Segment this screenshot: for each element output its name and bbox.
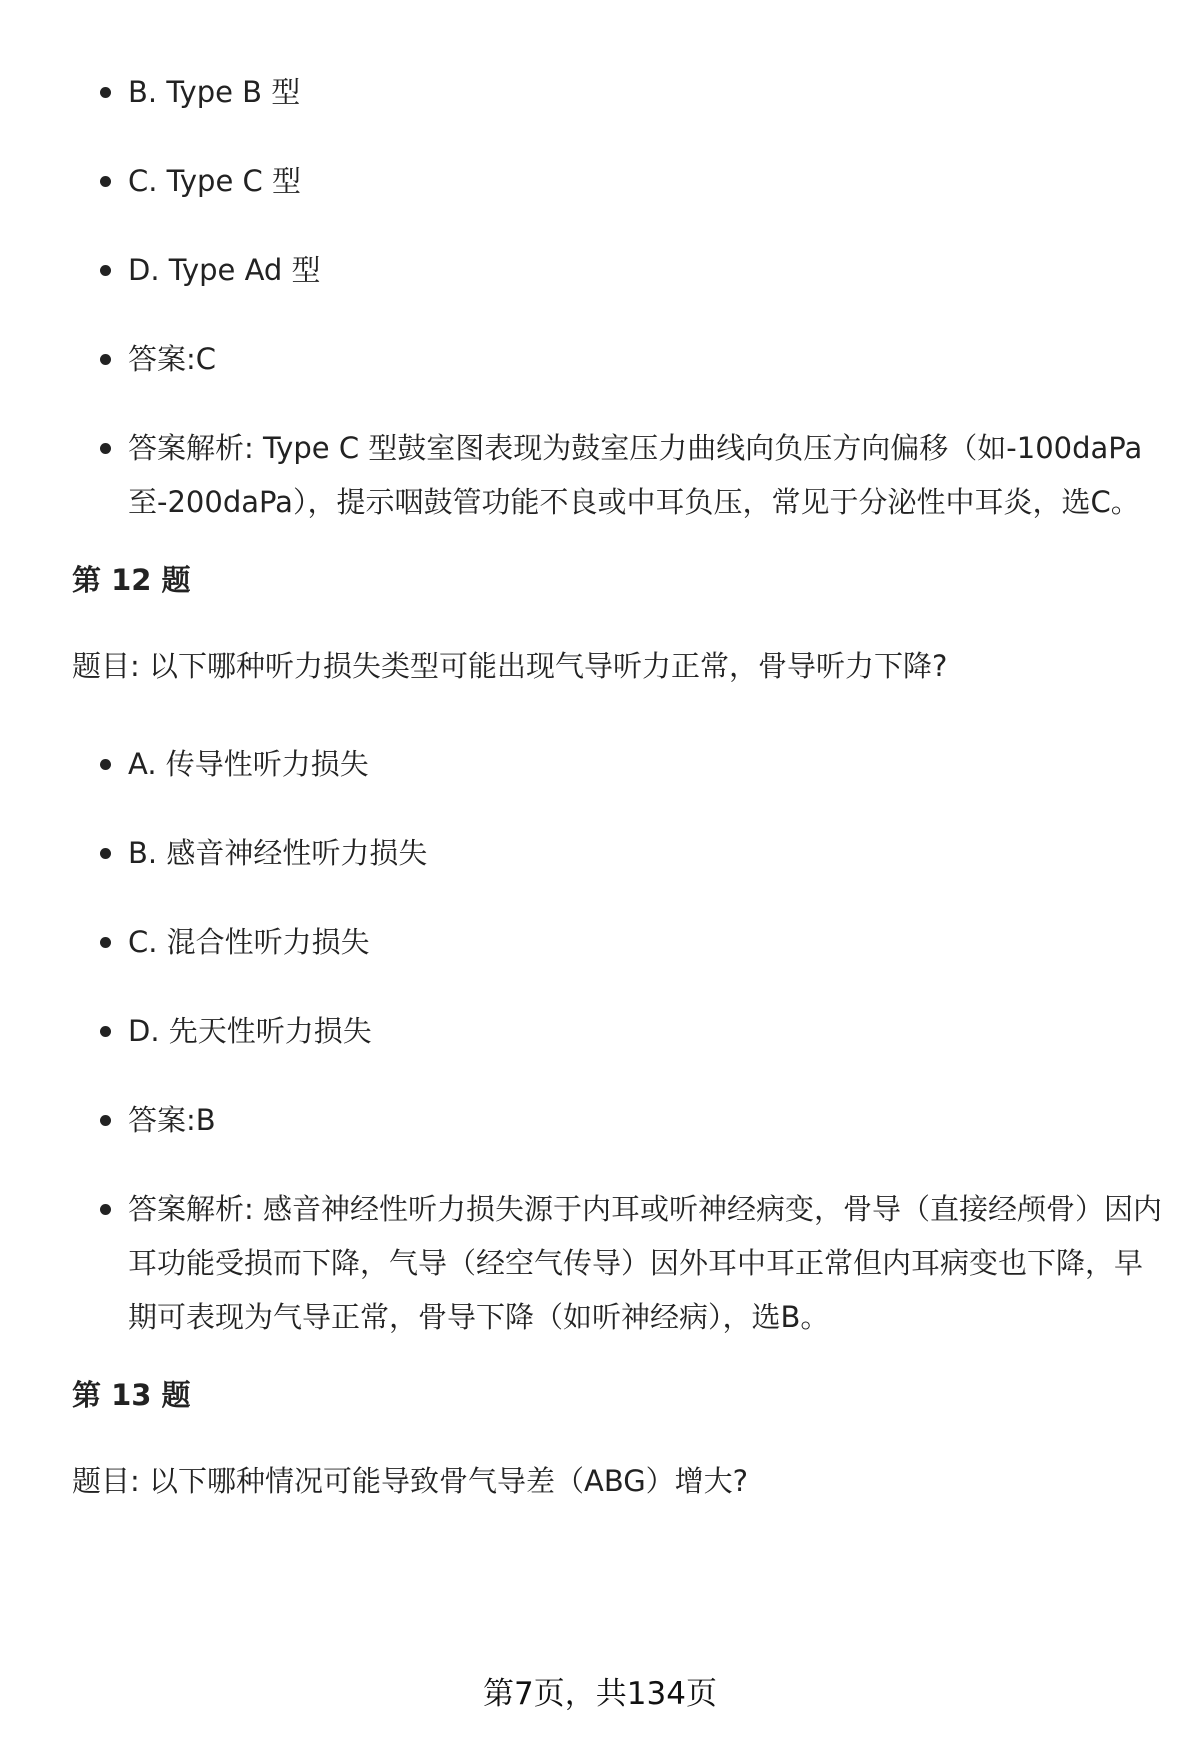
q11-option-d: D. Type Ad 型	[72, 240, 1162, 300]
q12-option-list	[72, 734, 1162, 1344]
q12-question: 题目: 以下哪种听力损失类型可能出现气导听力正常，骨导听力下降?	[72, 649, 948, 683]
q12-explanation: 答案解析: 感音神经性听力损失源于内耳或听神经病变，骨导（直接经颅骨）因内耳功能受损而下降，气导（经空气传导）因外耳中耳正常但内耳病变也下降，早期可表现为气导正常，骨导下降（如听神经病），选B。	[72, 1179, 1162, 1344]
q11-option-c: C. Type C 型	[72, 151, 1162, 211]
q11-option-b: B. Type B 型	[72, 62, 1162, 122]
q12-heading: 第 12 题	[72, 563, 191, 597]
q11-explanation: 答案解析: Type C 型鼓室图表现为鼓室压力曲线向负压方向偏移（如-100daPa至-200daPa），提示咽鼓管功能不良或中耳负压，常见于分泌性中耳炎，选C。	[72, 418, 1162, 529]
q11-answer: 答案:C	[72, 329, 1162, 389]
page-number-footer: 第7页，共134页	[483, 1676, 717, 1712]
q12-option-a: A. 传导性听力损失	[72, 734, 1162, 794]
q11-option-list	[72, 62, 1162, 529]
q13-heading: 第 13 题	[72, 1378, 191, 1412]
q12-option-c: C. 混合性听力损失	[72, 912, 1162, 972]
q12-option-b: B. 感音神经性听力损失	[72, 823, 1162, 883]
q13-question: 题目: 以下哪种情况可能导致骨气导差（ABG）增大?	[72, 1464, 749, 1498]
q12-option-d: D. 先天性听力损失	[72, 1001, 1162, 1061]
page-content	[72, 62, 1162, 1549]
q12-answer: 答案:B	[72, 1090, 1162, 1150]
